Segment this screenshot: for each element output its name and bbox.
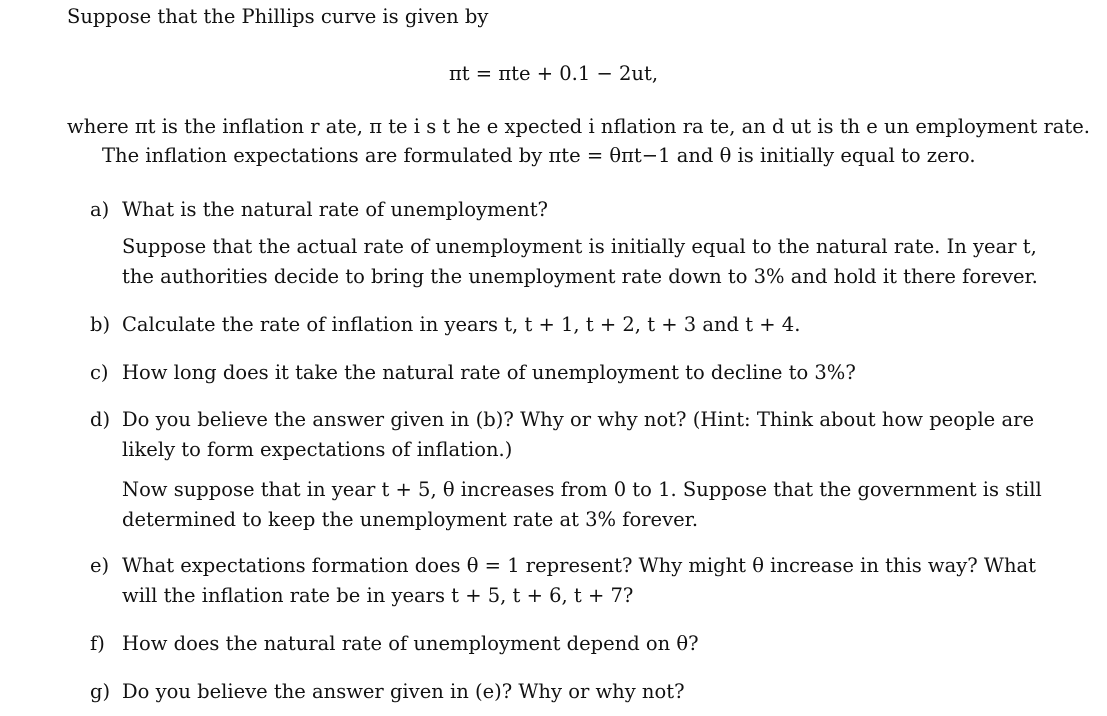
question-text: How does the natural rate of unemployment depend on θ?: [122, 632, 699, 655]
paragraph-line: the authorities decide to bring the unemployment rate down to 3% and hold it there forever.: [122, 265, 1038, 288]
scenario-paragraph-1: [122, 232, 1038, 292]
scenario-paragraph-2: [122, 475, 1042, 535]
question-label: b): [90, 313, 111, 336]
question-text: Do you believe the answer given in (b)? Why or why not? (Hint: Think about how people are: [122, 408, 1034, 431]
definitions-line-2: The inflation expectations are formulated by πte = θπt−1 and θ is initially equal to zero.: [102, 144, 976, 167]
question-text: Do you believe the answer given in (e)? Why or why not?: [122, 680, 685, 703]
paragraph-line: Suppose that the actual rate of unemployment is initially equal to the natural rate. In year t,: [122, 235, 1037, 258]
question-text: Calculate the rate of inflation in years t, t + 1, t + 2, t + 3 and t + 4.: [122, 313, 801, 336]
question-text: What expectations formation does θ = 1 represent? Why might θ increase in this way? What: [122, 554, 1036, 577]
question-label: c): [90, 361, 109, 384]
question-text: How long does it take the natural rate of unemployment to decline to 3%?: [122, 361, 856, 384]
paragraph-line: Now suppose that in year t + 5, θ increases from 0 to 1. Suppose that the government is still: [122, 478, 1042, 501]
question-label: g): [90, 680, 111, 703]
question-text: will the inflation rate be in years t + 5, t + 6, t + 7?: [122, 584, 634, 607]
phillips-curve-equation: πt = πte + 0.1 − 2ut,: [448, 62, 659, 85]
question-text: likely to form expectations of inflation.): [122, 438, 513, 461]
question-label: d): [90, 408, 111, 431]
question-label: a): [90, 198, 110, 221]
question-text: What is the natural rate of unemployment?: [122, 198, 548, 221]
question-label: e): [90, 554, 110, 577]
question-label: f): [90, 632, 105, 655]
intro-text: Suppose that the Phillips curve is given by: [67, 5, 489, 28]
paragraph-line: determined to keep the unemployment rate at 3% forever.: [122, 508, 699, 531]
definitions-line-1: where πt is the inflation r ate, π te i s t he e xpected i nflation ra te, an d ut is th e un employment rate.: [67, 115, 1091, 138]
